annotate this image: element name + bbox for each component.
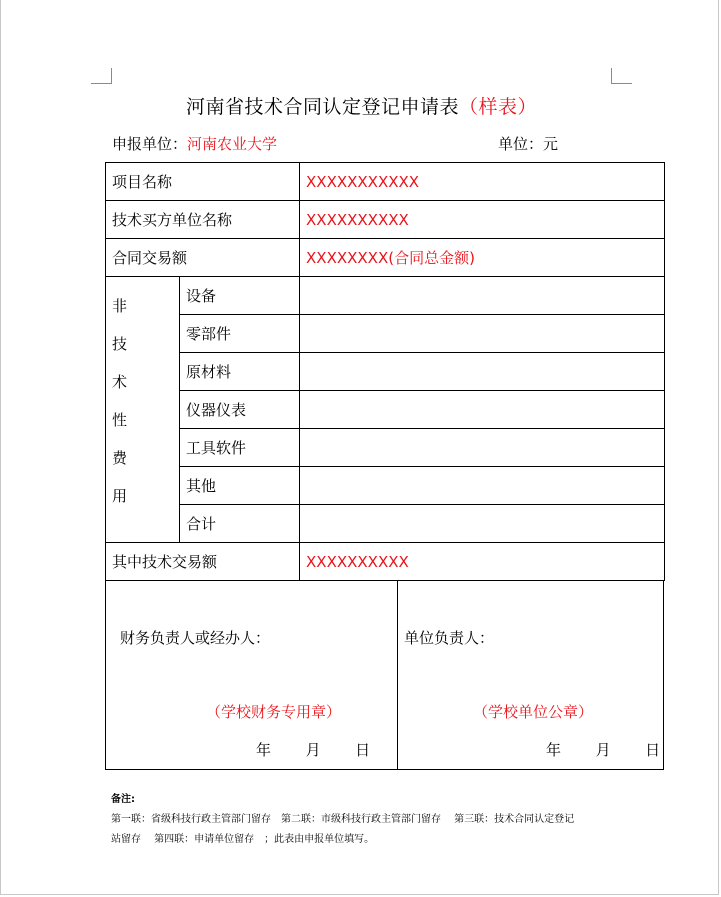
item-value-total[interactable] [300, 505, 665, 543]
project-name-label: 项目名称 [106, 163, 300, 201]
non-tech-fee-label [106, 277, 180, 543]
margin-corner-mark-right [611, 68, 632, 84]
non-tech-label-char: 费 [112, 448, 128, 467]
date-year-label: 年 [546, 741, 562, 759]
application-table [105, 162, 665, 581]
applicant-value: 河南农业大学 [187, 135, 278, 153]
currency-unit-label: 单位：元 [498, 135, 559, 153]
item-value-parts[interactable] [300, 315, 665, 353]
unit-head-label: 单位负责人： [404, 629, 495, 647]
signature-section [105, 580, 664, 770]
table-row-equipment [106, 277, 665, 315]
unit-stamp-placeholder: （学校单位公章） [473, 703, 594, 721]
contract-amount-value[interactable]: XXXXXXXX(合同总金额) [300, 239, 665, 277]
form-title-sample-tag: （样表） [459, 96, 538, 118]
item-label-instruments: 仪器仪表 [180, 391, 300, 429]
table-row-tech-amount [106, 543, 665, 581]
item-label-raw-materials: 原材料 [180, 353, 300, 391]
unit-date-line [546, 739, 660, 760]
table-row-total [106, 505, 665, 543]
table-row-project-name [106, 163, 665, 201]
non-tech-label-char: 术 [112, 372, 128, 391]
item-value-equipment[interactable] [300, 277, 665, 315]
finance-signer-label: 财务负责人或经办人： [120, 629, 271, 647]
applicant-line [112, 133, 277, 154]
applicant-label: 申报单位： [112, 135, 188, 153]
item-label-tools-software: 工具软件 [180, 429, 300, 467]
table-row-contract-amount [106, 239, 665, 277]
form-title [1, 92, 721, 119]
margin-corner-mark-left [91, 68, 112, 84]
buyer-value[interactable]: XXXXXXXXXX [300, 201, 665, 239]
tech-amount-label: 其中技术交易额 [106, 543, 300, 581]
non-tech-label-char: 技 [112, 334, 128, 353]
item-value-tools-software[interactable] [300, 429, 665, 467]
date-day-label: 日 [645, 741, 661, 759]
finance-date-line [256, 739, 370, 760]
non-tech-label-char: 性 [112, 410, 128, 429]
notes-section [111, 790, 574, 850]
table-row-buyer [106, 201, 665, 239]
finance-stamp-placeholder: （学校财务专用章） [206, 703, 342, 721]
date-month-label: 月 [305, 741, 321, 759]
date-day-label: 日 [355, 741, 371, 759]
signature-divider [397, 581, 398, 769]
date-year-label: 年 [256, 741, 272, 759]
table-row-instruments [106, 391, 665, 429]
item-label-total: 合计 [180, 505, 300, 543]
form-title-main: 河南省技术合同认定登记申请表 [185, 96, 459, 118]
notes-line-1: 第一联：省级科技行政主管部门留存 第二联：市级科技行政主管部门留存 第三联：技术合同认定登记 [111, 814, 575, 825]
contract-amount-label: 合同交易额 [106, 239, 300, 277]
non-tech-label-char: 非 [112, 296, 128, 315]
table-row-parts [106, 315, 665, 353]
table-row-tools-software [106, 429, 665, 467]
non-tech-label-char: 用 [112, 486, 128, 505]
table-row-other [106, 467, 665, 505]
table-row-raw-materials [106, 353, 665, 391]
notes-line-2: 站留存 第四联：申请单位留存 ；此表由申报单位填写。 [111, 834, 375, 845]
item-label-parts: 零部件 [180, 315, 300, 353]
item-value-instruments[interactable] [300, 391, 665, 429]
buyer-label: 技术买方单位名称 [106, 201, 300, 239]
date-month-label: 月 [595, 741, 611, 759]
item-value-raw-materials[interactable] [300, 353, 665, 391]
tech-amount-value[interactable]: XXXXXXXXXX [300, 543, 665, 581]
item-value-other[interactable] [300, 467, 665, 505]
project-name-value[interactable]: XXXXXXXXXXX [300, 163, 665, 201]
item-label-equipment: 设备 [180, 277, 300, 315]
notes-title: 备注: [111, 794, 135, 805]
item-label-other: 其他 [180, 467, 300, 505]
